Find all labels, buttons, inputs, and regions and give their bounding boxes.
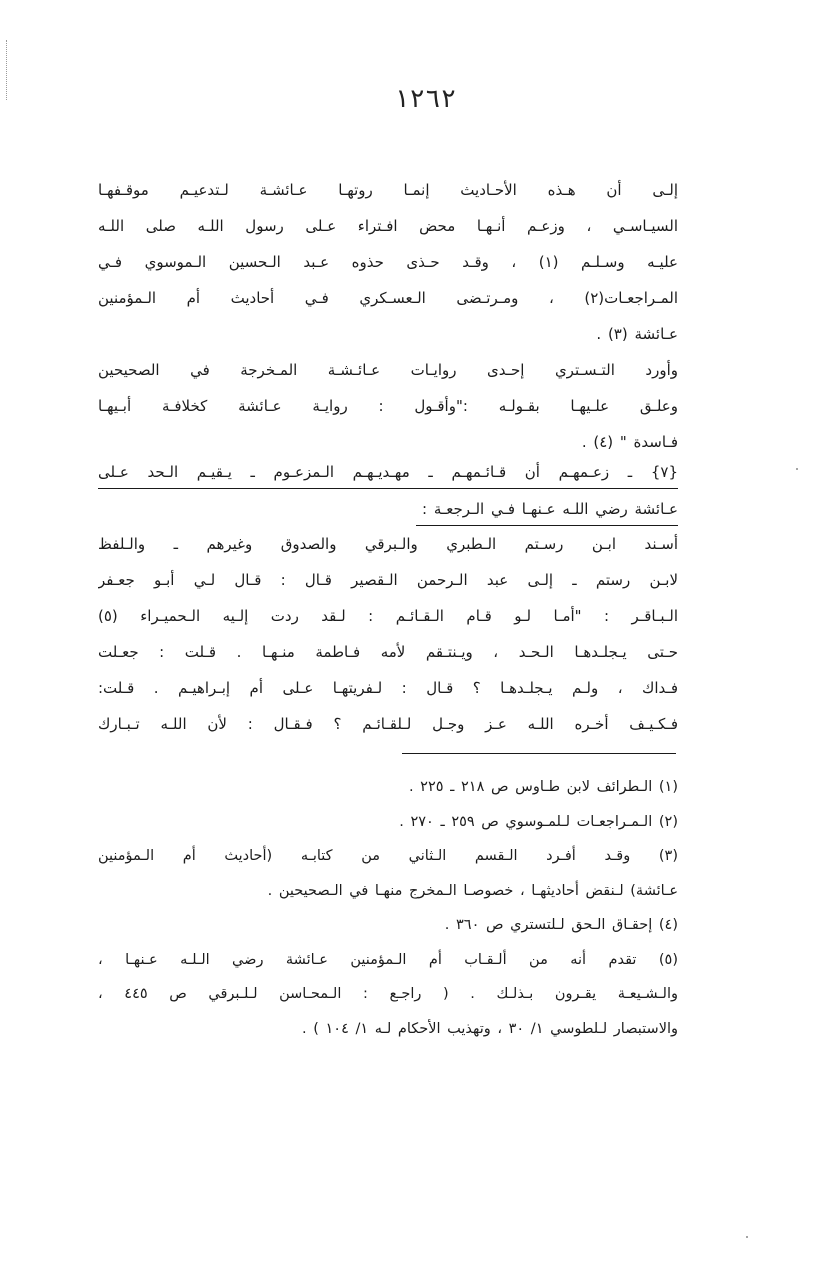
footnote-separator [402, 753, 676, 754]
body-line: حـتى يـجلـدهـا الـحـد ، ويـنتـقم لأمه فـاطمة منـهـا . قـلت : جعـلت [98, 643, 678, 661]
section-heading-line: {٧} ـ زعـمهـم أن قـائـمهـم ـ مهـديـهـم الـمزعـوم ـ يـقيـم الـحد عـلى [98, 454, 678, 489]
body-line: السيـاسـي ، وزعـم أنـهـا محض افـتراء عـلى رسول اللـه صلى اللـه [98, 217, 678, 235]
body-line: فـكـيـف أخـره اللـه عـز وجـل لـلقـائـم ؟ فـقـال : لأن اللـه تـبـارك [98, 715, 678, 733]
footnote-line: (١) الـطرائف لابن طـاوس ص ٢١٨ ـ ٢٢٥ . [408, 779, 678, 795]
footnote-line: (٤) إحقـاق الـحق لـلتستري ص ٣٦٠ . [444, 917, 678, 933]
body-line: وأورد التـسـتري إحـدى روايـات عـائـشـة المـخرجة في الصحيحين [98, 361, 678, 379]
body-line: لابـن رستم ـ إلـى عبد الـرحمن الـقصير قـال : قـال لـي أبـو جعـفر [98, 571, 678, 589]
footnote-line: عـائشة) لـنقض أحاديثهـا ، خصوصـا الـمخرج منهـا في الـصحيحين . [267, 882, 678, 899]
footnote-line: والاستبصار لـلطوسي ١/ ٣٠ ، وتهذيب الأحكام لـه ١/ ١٠٤ ) . [302, 1020, 678, 1037]
scan-speck [796, 468, 798, 470]
scan-speck [746, 1236, 748, 1238]
footnote-line: (٥) تقدم أنه من ألـقـاب أم الـمؤمنين عـائشة رضي الـلـه عـنهـا ، [98, 951, 678, 968]
footnote-line: (٣) وقـد أفـرد الـقسم الـثاني من كتابـه (أحاديث أم الـمؤمنين [98, 848, 678, 864]
body-line: فـداك ، ولـم يـجلـدهـا ؟ قـال : لـفريتهـا عـلى أم إبـراهيـم . قـلت: [98, 679, 678, 697]
body-line: المـراجعـات(٢) ، ومـرتـضى الـعسـكري فـي أحاديث أم الـمؤمنين [98, 289, 678, 307]
footnotes [98, 770, 678, 1046]
body-line: عليـه وسـلـم (١) ، وقـد حـذى حذوه عـبد الـحسين الـموسوي فـي [98, 253, 678, 271]
narration-paragraph [98, 526, 678, 742]
body-line: عـائشة (٣) . [596, 325, 678, 343]
body-line: الـبـاقـر : "أمـا لـو قـام الـقـائـم : لـقد ردت إلـيه الـحميـراء (٥) [98, 607, 678, 625]
footnote-line: (٢) الـمـراجعـات لـلمـوسوي ص ٢٥٩ ـ ٢٧٠ . [399, 813, 678, 830]
body-line: إلـى أن هـذه الأحـاديث إنمـا روتهـا عـائشـة لـتدعيـم موقـفهـا [98, 181, 678, 199]
section-heading [98, 454, 678, 532]
footnote-line: والـشـيعـة يقـرون بـذلـك . ( راجـع : الـمحـاسن لـلـبرقي ص ٤٤٥ ، [98, 986, 678, 1002]
body-line: فـاسدة " (٤) . [581, 433, 678, 451]
margin-binding-marks [6, 40, 11, 100]
body-paragraphs [98, 172, 678, 460]
page-number: ١٢٦٢ [393, 84, 457, 114]
section-heading-line: عـائشة رضي اللـه عـنهـا فـي الـرجعـة : [416, 491, 678, 526]
body-line: وعلـق علـيهـا بقـولـه :"وأقـول : روايـة عـائشة كخلافـة أبـيهـا [98, 397, 678, 415]
body-line: أسـند ابـن رسـتم الـطبري والـبرقي والصدوق وغيرهم ـ والـلفظ [98, 535, 678, 553]
